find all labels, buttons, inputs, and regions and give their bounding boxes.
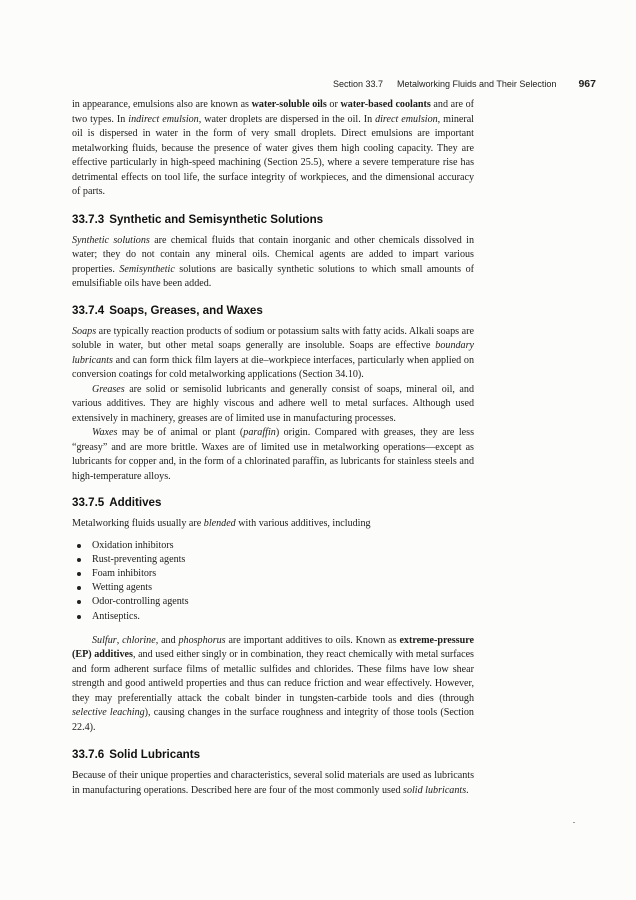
waxes-paragraph	[72, 426, 474, 484]
term-indirect-emulsion: indirect emulsion	[128, 113, 199, 125]
text-run: with various additives, including	[235, 518, 371, 529]
text-run: , mineral oil is dispersed in water in the form of very small droplets. Direct emulsions are important metalworking fluids, because the presence of water gives them high cooling capacity. They are effective particularly in high-speed machining (Section 25.5), where a severe temperature rise has detrimental effects on tool life, the surface integrity of workpieces, and the dimensional accuracy of parts.	[72, 113, 474, 197]
text-run: are chemical fluids that contain inorganic and other chemicals dissolved in water; they do not contain any mineral oils. Chemical agents are added to impart various properties.	[72, 234, 474, 275]
list-item	[72, 595, 474, 609]
term-phosphorus: phosphorus	[178, 634, 226, 646]
term-sulfur: Sulfur	[92, 634, 117, 646]
text-run: Because of their unique properties and characteristics, several solid materials are used as lubricants in manufacturing operations. Described here are four of the most commonly used	[72, 770, 474, 796]
term-blended: blended	[203, 518, 236, 529]
list-item	[72, 567, 474, 581]
section-heading-soaps	[72, 304, 474, 318]
page-number: 967	[578, 78, 596, 90]
term-boundary-lubricants: boundary lubricants	[72, 340, 474, 366]
list-item-text: Rust-preventing agents	[92, 553, 186, 565]
term-direct-emulsion: direct emulsion	[375, 113, 438, 125]
text-run: ), causing changes in the surface roughness and integrity of those tools (Section 22.4).	[72, 707, 474, 733]
term-waxes: Waxes	[92, 427, 118, 438]
bullet-icon	[77, 586, 81, 590]
text-run: and can form thick film layers at die–workpiece interfaces, particularly when applied on conversion coatings for cold metalworking applications (Section 34.10).	[72, 354, 474, 380]
section-title: Synthetic and Semisynthetic Solutions	[109, 212, 324, 226]
term-solid-lubricants: solid lubricants	[403, 784, 467, 796]
term-synthetic-solutions: Synthetic solutions	[72, 234, 150, 246]
ep-additives-paragraph	[72, 634, 474, 736]
bullet-icon	[77, 615, 81, 619]
bullet-icon	[77, 558, 81, 562]
emulsions-paragraph	[72, 98, 474, 200]
additives-list	[72, 539, 474, 624]
term-additives: additives	[94, 649, 133, 661]
header-section-label: Section 33.7	[333, 79, 384, 89]
text-run: ,	[116, 634, 123, 646]
bullet-icon	[77, 572, 81, 576]
text-run: , water droplets are dispersed in the oil. In	[198, 113, 376, 125]
text-run: Metalworking fluids usually are	[72, 518, 204, 529]
section-title: Soaps, Greases, and Waxes	[109, 303, 263, 317]
term-soaps: Soaps	[72, 325, 97, 337]
list-item-text: Wetting agents	[92, 582, 153, 594]
text-run: in appearance, emulsions also are known as	[72, 99, 252, 110]
section-number: 33.7.5	[72, 496, 105, 509]
bullet-icon	[77, 544, 81, 548]
solid-lubricants-paragraph	[72, 769, 474, 798]
term-water-soluble-oils: water-soluble oils	[251, 99, 327, 110]
text-run: solutions are basically synthetic solutions to which small amounts of emulsifiable oils have been added.	[72, 263, 474, 289]
list-item-text: Odor-controlling agents	[92, 596, 189, 608]
text-run: or	[326, 99, 341, 110]
greases-paragraph	[72, 383, 474, 427]
term-extreme-pressure: extreme-pressure	[399, 634, 474, 646]
section-title: Solid Lubricants	[109, 748, 201, 762]
synthetic-paragraph	[72, 234, 474, 292]
list-item	[72, 539, 474, 553]
soaps-paragraph	[72, 325, 474, 383]
text-run: are solid or semisolid lubricants and generally consist of soaps, mineral oil, and various additives. They are highly viscous and adhere well to metal surfaces. Although used extensively in machinery, greases are of limited use in manufacturing processes.	[72, 383, 474, 424]
text-run: and are of two types. In	[72, 99, 474, 125]
text-run: .	[466, 784, 469, 796]
term-chlorine: chlorine	[122, 634, 156, 646]
text-run: , and used either singly or in combination, they react chemically with metal surfaces and form adherent surface films of metallic sulfides and chlorides. These films have low shear strength and good antiweld properties and thus can reduce friction and wear effectively. However, they may preferentially attack the cobalt binder in tungsten-carbide tools and dies (through	[72, 649, 474, 704]
header-chapter-title: Metalworking Fluids and Their Selection	[397, 79, 557, 89]
section-heading-solid-lubricants	[72, 748, 474, 762]
text-run: are typically reaction products of sodium or potassium salts with fatty acids. Alkali soaps are soluble in water, but other metal soaps generally are insoluble. Soaps are effective	[72, 325, 474, 351]
list-item-text: Oxidation inhibitors	[92, 539, 174, 551]
section-number: 33.7.6	[72, 748, 105, 762]
list-item	[72, 553, 474, 567]
list-item	[72, 581, 474, 595]
section-heading-synthetic	[72, 213, 474, 227]
bullet-icon	[77, 600, 81, 604]
additives-lead	[72, 517, 474, 532]
list-item-text: Antiseptics.	[92, 610, 140, 622]
term-selective-leaching: selective leaching	[72, 707, 145, 719]
term-ep: (EP)	[72, 649, 95, 661]
term-greases: Greases	[92, 383, 125, 395]
text-run: may be of animal or plant (	[117, 427, 244, 438]
section-number: 33.7.3	[72, 212, 105, 226]
body-text	[72, 98, 474, 798]
term-semisynthetic: Semisynthetic	[119, 263, 175, 275]
section-number: 33.7.4	[72, 303, 105, 317]
scan-speck	[573, 822, 575, 823]
section-title: Additives	[109, 496, 162, 509]
list-item	[72, 610, 474, 624]
text-run: ) origin. Compared with greases, they are less “greasy” and are more brittle. Waxes are of limited use in metalworking operations—except as lubricants for copper and, in the form of a chlorinated paraffin, as lubricants for stainless steels and high-temperature alloys.	[72, 427, 474, 482]
list-item-text: Foam inhibitors	[92, 567, 157, 579]
text-run: are important additives to oils. Known as	[225, 634, 400, 646]
term-paraffin: paraffin	[243, 427, 276, 438]
text-run: , and	[155, 634, 179, 646]
section-heading-additives	[72, 496, 474, 510]
term-water-based-coolants: water-based coolants	[340, 99, 431, 110]
